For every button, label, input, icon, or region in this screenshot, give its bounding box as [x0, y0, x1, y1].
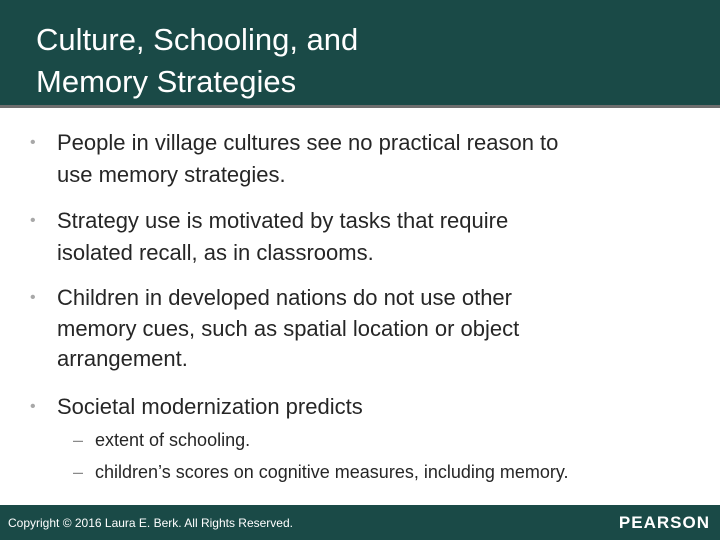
bullet-text-line: isolated recall, as in classrooms.: [57, 240, 374, 265]
bullet-text-line: Children in developed nations do not use other: [57, 285, 512, 310]
bullet-marker: •: [30, 289, 36, 306]
sub-bullet-text: children’s scores on cognitive measures, including memory.: [95, 462, 569, 482]
bullet-text-line: memory cues, such as spatial location or object: [57, 316, 520, 341]
sub-bullet-marker: –: [73, 462, 84, 482]
bullet-text-line: Societal modernization predicts: [57, 394, 363, 419]
slide-title-line-2: Memory Strategies: [36, 64, 297, 99]
footer-bar: [0, 505, 720, 540]
slide-title-line-1: Culture, Schooling, and: [36, 22, 359, 57]
bullet-marker: •: [30, 134, 36, 151]
bullet-text-line: arrangement.: [57, 346, 188, 371]
sub-bullet-marker: –: [73, 430, 84, 450]
bullet-text-line: Strategy use is motivated by tasks that require: [57, 208, 509, 233]
copyright-text: Copyright © 2016 Laura E. Berk. All Rights Reserved.: [8, 516, 293, 530]
pearson-logo: PEARSON: [618, 513, 710, 532]
bullet-text-line: use memory strategies.: [57, 162, 286, 187]
title-bar: [0, 0, 720, 108]
sub-bullet-text: extent of schooling.: [95, 430, 251, 450]
bullet-marker: •: [30, 212, 36, 229]
bullet-text-line: People in village cultures see no practical reason to: [57, 130, 559, 155]
bullet-marker: •: [30, 398, 36, 415]
